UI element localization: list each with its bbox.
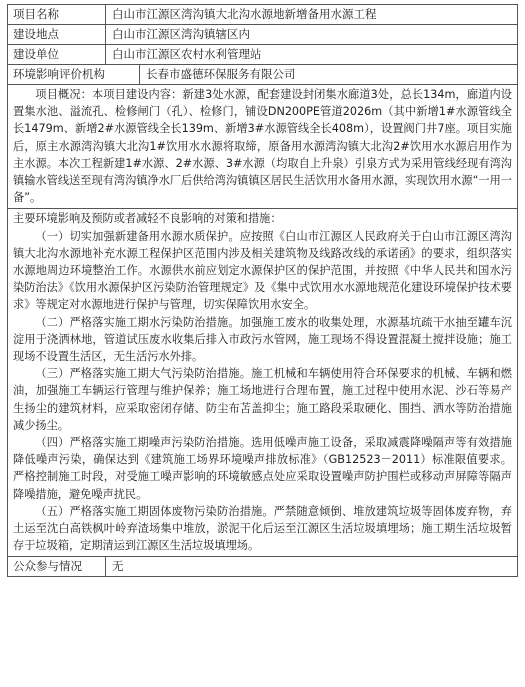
measures-heading: 主要环境影响及预防或者减轻不良影响的对策和措施： xyxy=(13,212,282,226)
eia-org-value: 长春市盛德环保服务有限公司 xyxy=(146,67,296,81)
public-participation-row xyxy=(8,557,517,576)
location-value: 白山市江源区湾沟镇辖区内 xyxy=(112,27,250,41)
project-summary-cell xyxy=(8,85,517,209)
eia-org-label: 环境影响评价机构 xyxy=(8,65,140,84)
location-row xyxy=(8,25,517,45)
eia-org-row xyxy=(8,65,517,85)
approval-table xyxy=(7,4,518,577)
project-name-row xyxy=(8,5,517,25)
project-name-value: 白山市江源区湾沟镇大北沟水源地新增备用水源工程 xyxy=(112,7,377,21)
measure-item-1: （一）切实加强新建备用水源水质保护。应按照《白山市江源区人民政府关于白山市江源区湾沟镇大北沟水源地补充水源工程保护区范围内涉及相关建筑物及线路改线的承诺函》的要求，组织落实水源地周边环境整治工作。水源供水前应划定水源保护区的保护范围，并按照《中华人民共和国水污染防治法》《饮用水源保护区污染防治管理规定》及《集中式饮用水水源地规范化建设环境保护技术要求》等规定对水源地进行保护与管理，切实保障饮用水安全。 xyxy=(13,229,512,312)
measures-cell xyxy=(8,209,517,557)
unit-label: 建设单位 xyxy=(8,45,106,64)
measure-item-2: （二）严格落实施工期水污染防治措施。加强施工废水的收集处理，水源基坑疏干水抽至罐车沉淀用于浇洒林地，管道试压废水收集后排入市政污水管网，施工现场不得设置混凝土搅拌设施；施工现场不设置生活区，无生活污水外排。 xyxy=(13,315,512,364)
measure-item-5: （五）严格落实施工期固体废物污染防治措施。严禁随意倾倒、堆放建筑垃圾等固体废弃物，弃土运至沈白高铁枫叶岭弃渣场集中堆放，淤泥干化后运至江源区生活垃圾填埋场；施工期生活垃圾暂存于垃圾箱，定期清运到江源区生活垃圾填埋场。 xyxy=(13,504,512,553)
location-label: 建设地点 xyxy=(8,25,106,44)
public-participation-label: 公众参与情况 xyxy=(8,557,106,576)
unit-value: 白山市江源区农村水利管理站 xyxy=(112,47,262,61)
project-name-label: 项目名称 xyxy=(8,5,106,24)
project-summary-text: 项目概况：本项目建设内容：新建3处水源，配套建设封闭集水廊道3处，总长134m，廊道内设置集水池、溢流孔、检修闸门（孔）、检修门，铺设DN200PE管道2026m（其中新增1#水源管线全长1479m、新增2#水源管线全长139m、新增3#水源管线全长408m），设置阀门井7座。项目实施后，原主水源湾沟镇大北沟1#饮用水水源将取缔，原备用水源湾沟镇大北沟2#饮用水水源启用作为主水源。本次工程新建1#水源、2#水源、3#水源（均取自上升泉）引泉方式为采用管线经现有湾沟镇输水管线送至现有湾沟镇净水厂后供给湾沟镇镇区居民生活饮用水备用水源，实现饮用水源“一用一备”。 xyxy=(13,88,512,205)
unit-row xyxy=(8,45,517,65)
public-participation-value: 无 xyxy=(112,559,124,574)
measure-item-3: （三）严格落实施工期大气污染防治措施。施工机械和车辆使用符合环保要求的机械、车辆和燃油，加强施工车辆运行管理与维护保养；施工场地进行合理布置，施工过程中使用水泥、沙石等易产生扬尘的建筑材料，应采取密闭存储、防尘布苫盖抑尘；施工路段采取硬化、围挡、洒水等防治措施减少扬尘。 xyxy=(13,367,512,432)
measure-item-4: （四）严格落实施工期噪声污染防治措施。选用低噪声施工设备，采取减震降噪隔声等有效措施降低噪声污染，确保达到《建筑施工场界环境噪声排放标准》（GB12523－2011）标准限值要求。严格控制施工时段，对受施工噪声影响的环境敏感点处应采取设置噪声防护围栏或移动声屏障等隔声降噪措施，避免噪声扰民。 xyxy=(13,436,512,501)
